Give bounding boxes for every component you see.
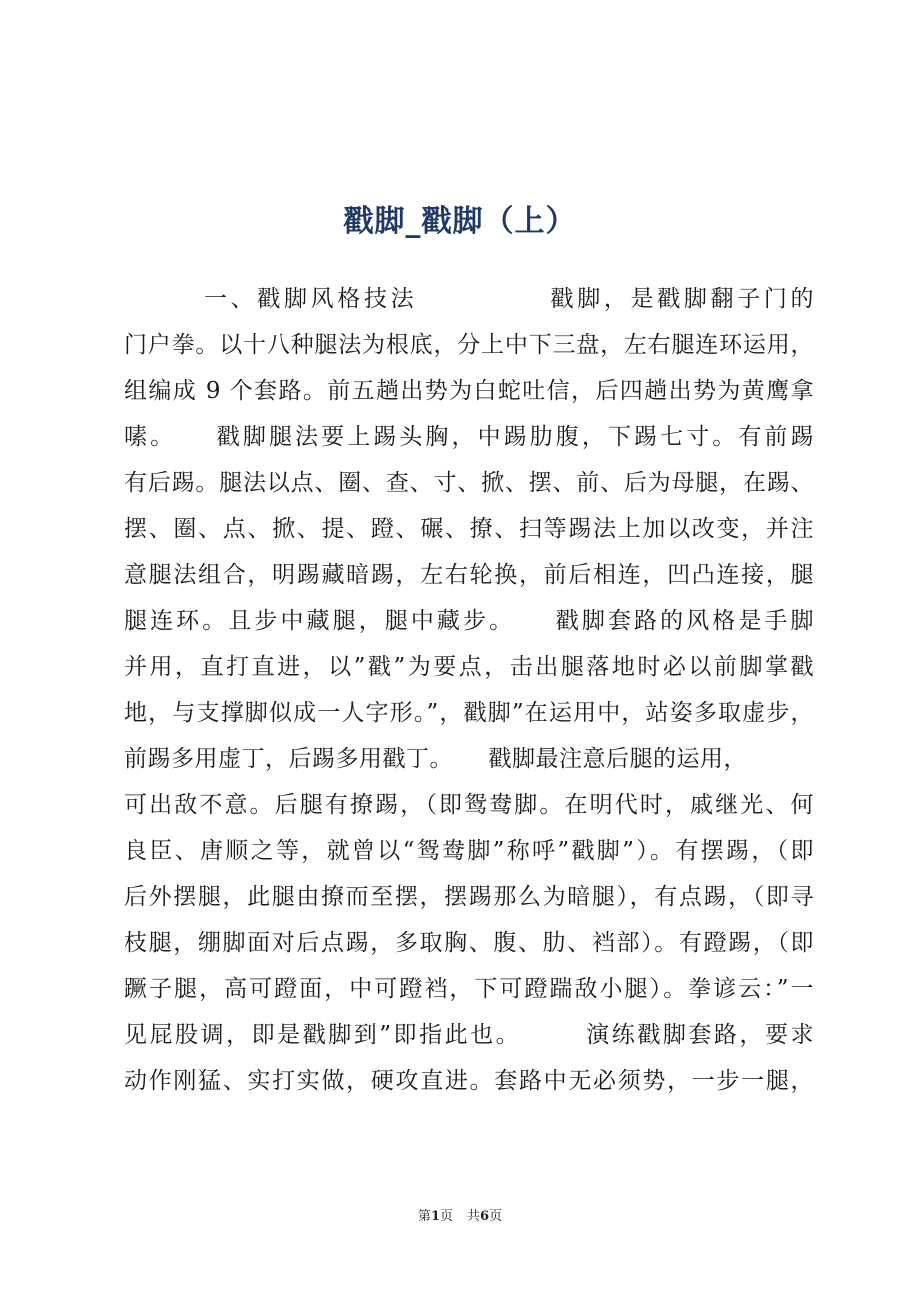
- text-line: 一、戳脚风格技法 戳脚，是戳脚翻子门的: [124, 286, 814, 312]
- text-line: 摆、圈、点、掀、提、蹬、碾、撩、扫等踢法上加以改变，并注: [124, 516, 814, 542]
- body-text: [124, 276, 814, 1104]
- text-line: 地，与支撑脚似成一人字形。”，戳脚”在运用中，站姿多取虚步，: [124, 700, 814, 726]
- page-prefix: 第: [417, 1209, 431, 1224]
- text-line: 组编成 9 个套路。前五趟出势为白蛇吐信，后四趟出势为黄鹰拿: [124, 378, 814, 404]
- text-line: 枝腿，绷脚面对后点踢，多取胸、腹、肋、裆部）。有蹬踢，（即: [124, 930, 814, 956]
- total-prefix: 共: [467, 1209, 481, 1224]
- text-line: 有后踢。腿法以点、圈、查、寸、掀、摆、前、后为母腿，在踢、: [124, 470, 814, 496]
- page-footer: [0, 1205, 920, 1224]
- text-line: 嗉。 戳脚腿法要上踢头胸，中踢肋腹，下踢七寸。有前踢: [124, 424, 814, 450]
- text-line: 见屁股调，即是戳脚到”即指此也。 演练戳脚套路，要求: [124, 1022, 814, 1048]
- text-line: 后外摆腿，此腿由撩而至摆，摆踢那么为暗腿），有点踢，（即寻: [124, 884, 814, 910]
- total-suffix: 页: [489, 1209, 503, 1224]
- total-pages: 6: [480, 1209, 490, 1224]
- text-line: 动作刚猛、实打实做，硬攻直进。套路中无必须势，一步一腿，: [124, 1068, 814, 1094]
- page-suffix: 页: [439, 1209, 453, 1224]
- text-line: 意腿法组合，明踢藏暗踢，左右轮换，前后相连，凹凸连接，腿: [124, 562, 814, 588]
- text-line: 蹶子腿，高可蹬面，中可蹬裆，下可蹬踹敌小腿）。拳谚云：”一: [124, 976, 814, 1002]
- text-line: 腿连环。且步中藏腿，腿中藏步。 戳脚套路的风格是手脚: [124, 608, 814, 634]
- text-line: 前踢多用虚丁，后踢多用戳丁。 戳脚最注意后腿的运用，: [124, 746, 747, 772]
- document-title: 戳脚_戳脚（上）: [343, 204, 577, 239]
- page-number: 1: [430, 1209, 440, 1224]
- text-line: 良臣、唐顺之等，就曾以“鸳鸯脚”称呼”戳脚”）。有摆踢，（即: [124, 838, 814, 864]
- text-line: 并用，直打直进，以”戳”为要点，击出腿落地时必以前脚掌戳: [124, 654, 814, 680]
- text-line: 可出敌不意。后腿有撩踢，（即鸳鸯脚。在明代时，戚继光、何: [124, 792, 814, 818]
- text-line: 门户拳。以十八种腿法为根底，分上中下三盘，左右腿连环运用，: [124, 332, 814, 358]
